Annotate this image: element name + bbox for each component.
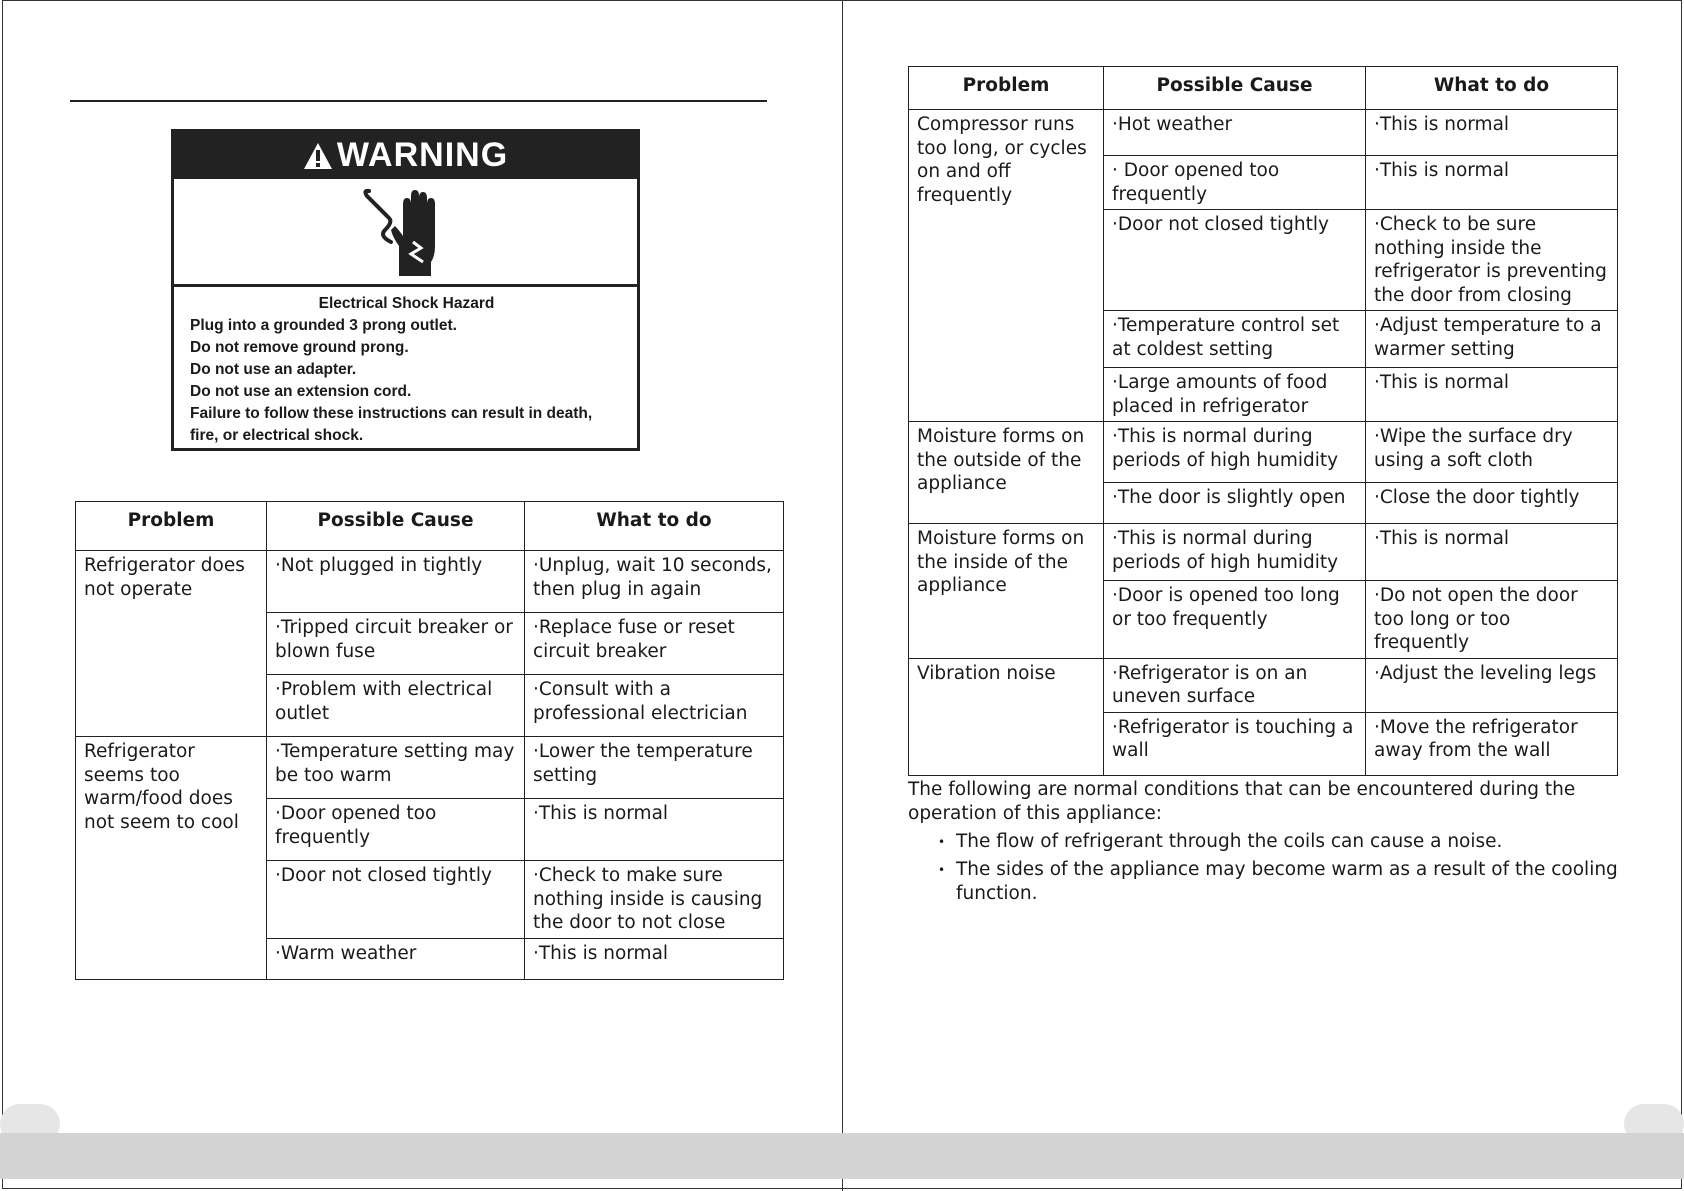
action-cell: ·This is normal — [525, 799, 784, 861]
electrical-shock-hand-icon — [361, 186, 451, 278]
action-cell: ·Unplug, wait 10 seconds, then plug in again — [525, 551, 784, 613]
action-cell: ·Move the refrigerator away from the wall — [1366, 712, 1618, 775]
action-cell: ·Wipe the surface dry using a soft cloth — [1366, 422, 1618, 483]
action-cell: ·This is normal — [1366, 368, 1618, 422]
cause-cell: ·Hot weather — [1104, 110, 1366, 156]
cause-cell: · Door opened too frequently — [1104, 156, 1366, 210]
warning-box — [171, 129, 640, 451]
table-row — [76, 737, 784, 799]
action-cell: ·This is normal — [1366, 156, 1618, 210]
troubleshooting-table-right — [908, 66, 1618, 776]
warning-line: Do not use an adapter. — [190, 361, 357, 378]
action-cell: ·Adjust the leveling legs — [1366, 658, 1618, 712]
warning-heading: WARNING — [336, 136, 509, 174]
notes-list — [908, 830, 1628, 906]
header-rule — [70, 100, 767, 102]
cause-cell: ·Refrigerator is touching a wall — [1104, 712, 1366, 775]
problem-cell: Refrigerator seems too warm/food does not seem to cool — [76, 737, 267, 980]
action-cell: ·This is normal — [1366, 524, 1618, 581]
table-row — [909, 524, 1618, 581]
warning-line: Failure to follow these instructions can result in death, fire, or electrical shock. — [190, 405, 593, 444]
action-cell: ·Check to be sure nothing inside the refrigerator is preventing the door from closing — [1366, 210, 1618, 311]
warning-pictogram — [174, 179, 637, 287]
page-spine — [842, 0, 843, 1191]
cause-cell: ·Door not closed tightly — [1104, 210, 1366, 311]
action-cell: ·Check to make sure nothing inside is causing the door to not close — [525, 861, 784, 939]
cause-cell: ·Door is opened too long or too frequently — [1104, 581, 1366, 659]
header-action: What to do — [525, 502, 784, 551]
cause-cell: ·Temperature control set at coldest setting — [1104, 311, 1366, 368]
notes-intro: The following are normal conditions that can be encountered during the operation of this appliance: — [908, 779, 1576, 824]
cause-cell: ·This is normal during periods of high humidity — [1104, 524, 1366, 581]
action-cell: ·This is normal — [525, 939, 784, 980]
problem-cell: Compressor runs too long, or cycles on and off frequently — [909, 110, 1104, 422]
problem-cell: Moisture forms on the outside of the appliance — [909, 422, 1104, 524]
action-cell: ·Replace fuse or reset circuit breaker — [525, 613, 784, 675]
table-header-row — [909, 67, 1618, 110]
header-cause: Possible Cause — [267, 502, 525, 551]
warning-body — [174, 287, 637, 447]
cause-cell: ·Temperature setting may be too warm — [267, 737, 525, 799]
list-item: • The sides of the appliance may become warm as a result of the cooling function. — [908, 858, 1628, 906]
footer-band — [0, 1133, 1684, 1179]
cause-cell: ·The door is slightly open — [1104, 483, 1366, 524]
list-item: • The flow of refrigerant through the coils can cause a noise. — [908, 830, 1628, 854]
problem-cell: Refrigerator does not operate — [76, 551, 267, 737]
cause-cell: ·Refrigerator is on an uneven surface — [1104, 658, 1366, 712]
warning-line: Do not use an extension cord. — [190, 383, 412, 400]
problem-cell: Vibration noise — [909, 658, 1104, 775]
cause-cell: ·Problem with electrical outlet — [267, 675, 525, 737]
alert-triangle-icon — [303, 142, 333, 170]
cause-cell: ·Door not closed tightly — [267, 861, 525, 939]
table-row — [909, 422, 1618, 483]
header-problem: Problem — [76, 502, 267, 551]
cause-cell: ·Not plugged in tightly — [267, 551, 525, 613]
table-row — [909, 110, 1618, 156]
cause-cell: ·Tripped circuit breaker or blown fuse — [267, 613, 525, 675]
warning-line: Plug into a grounded 3 prong outlet. — [190, 317, 457, 334]
table-row — [76, 551, 784, 613]
hazard-title: Electrical Shock Hazard — [318, 295, 495, 312]
cause-cell: ·Door opened too frequently — [267, 799, 525, 861]
action-cell: ·This is normal — [1366, 110, 1618, 156]
warning-line: Do not remove ground prong. — [190, 339, 409, 356]
warning-header — [174, 132, 637, 179]
action-cell: ·Adjust temperature to a warmer setting — [1366, 311, 1618, 368]
header-action: What to do — [1366, 67, 1618, 110]
troubleshooting-table-left — [75, 501, 784, 980]
action-cell: ·Do not open the door too long or too frequently — [1366, 581, 1618, 659]
cause-cell: ·Warm weather — [267, 939, 525, 980]
cause-cell: ·This is normal during periods of high humidity — [1104, 422, 1366, 483]
table-header-row — [76, 502, 784, 551]
cause-cell: ·Large amounts of food placed in refrigerator — [1104, 368, 1366, 422]
table-row — [909, 658, 1618, 712]
header-cause: Possible Cause — [1104, 67, 1366, 110]
action-cell: ·Lower the temperature setting — [525, 737, 784, 799]
header-problem: Problem — [909, 67, 1104, 110]
normal-conditions-notes — [908, 778, 1628, 906]
problem-cell: Moisture forms on the inside of the appliance — [909, 524, 1104, 659]
action-cell: ·Close the door tightly — [1366, 483, 1618, 524]
action-cell: ·Consult with a professional electrician — [525, 675, 784, 737]
